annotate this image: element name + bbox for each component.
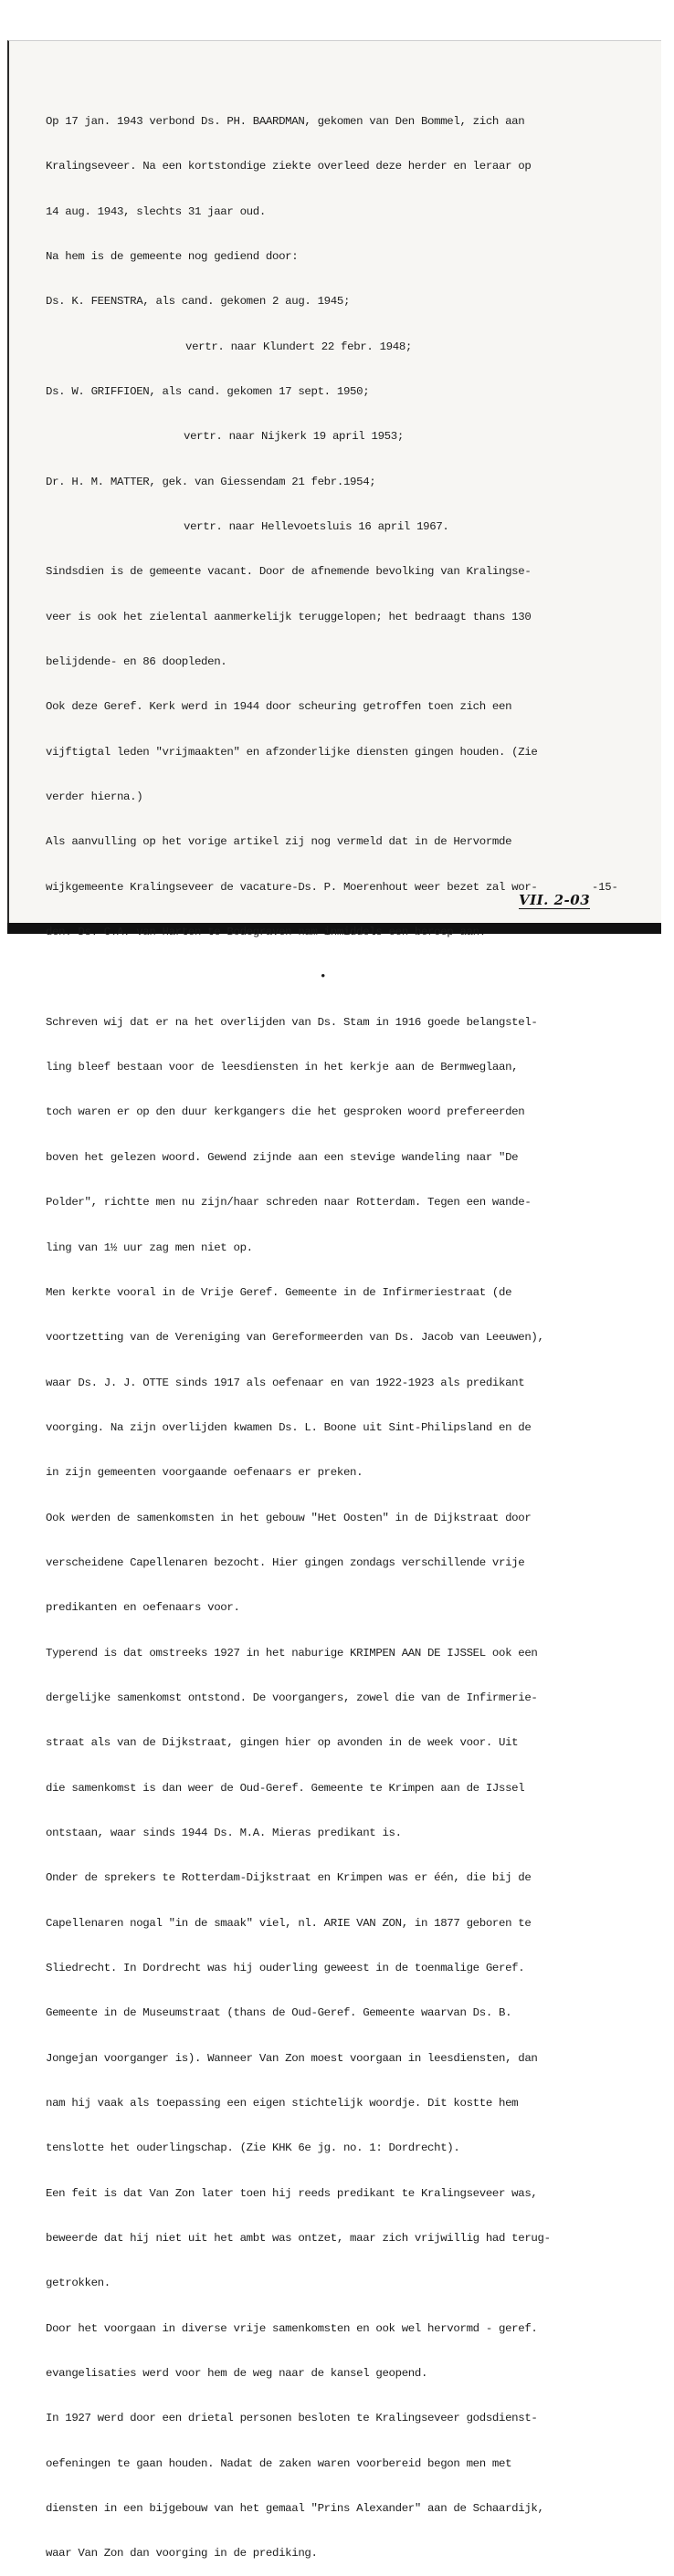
text-line: beweerde dat hij niet uit het ambt was ontzet, maar zich vrijwillig had terug-	[46, 2232, 551, 2246]
text-line: Een feit is dat Van Zon later toen hij reeds predikant te Kralingseveer was,	[46, 2186, 538, 2200]
text-line: veer is ook het zielental aanmerkelijk teruggelopen; het bedraagt thans 130	[46, 610, 532, 623]
text-line: Men kerkte vooral in de Vrije Geref. Gemeente in de Infirmeriestraat (de	[46, 1285, 512, 1299]
text-line: Jongejan voorganger is). Wanneer Van Zon moest voorgaan in leesdiensten, dan	[46, 2051, 538, 2065]
text-line: predikanten en oefenaars voor.	[46, 1601, 240, 1615]
text-line: vijftigtal leden "vrijmaakten" en afzonderlijke diensten gingen houden. (Zie	[46, 745, 538, 759]
text-line: belijdende- en 86 doopleden.	[46, 655, 227, 669]
text-line: toch waren er op den duur kerkgangers die het gesproken woord prefereerden	[46, 1105, 525, 1119]
text-line: Typerend is dat omstreeks 1927 in het naburige KRIMPEN AAN DE IJSSEL ook een	[46, 1646, 538, 1660]
text-line: Dr. H. M. MATTER, gek. van Giessendam 21 febr.1954;	[46, 475, 376, 488]
text-line: verscheidene Capellenaren bezocht. Hier gingen zondags verschillende vrije	[46, 1555, 525, 1569]
text-line: wijkgemeente Kralingseveer de vacature-Ds. P. Moerenhout weer bezet zal wor-	[46, 880, 538, 894]
text-line: ontstaan, waar sinds 1944 Ds. M.A. Mieras predikant is.	[46, 1826, 402, 1839]
text-line: Capellenaren nogal "in de smaak" viel, nl. ARIE VAN ZON, in 1877 geboren te	[46, 1916, 532, 1930]
text-line: in zijn gemeenten voorgaande oefenaars er preken.	[46, 1466, 363, 1480]
text-line: Schreven wij dat er na het overlijden van Ds. Stam in 1916 goede belangstel-	[46, 1015, 538, 1029]
text-line: Ook deze Geref. Kerk werd in 1944 door scheuring getroffen toen zich een	[46, 700, 512, 714]
text-line: Onder de sprekers te Rotterdam-Dijkstraat en Krimpen was er één, die bij de	[46, 1871, 532, 1885]
handwritten-code-mark	[519, 892, 590, 908]
text-line: Ds. K. FEENSTRA, als cand. gekomen 2 aug. 1945;	[46, 295, 351, 309]
text-line: vertr. naar Klundert 22 febr. 1948;	[185, 340, 412, 353]
text-line: straat als van de Dijkstraat, gingen hier op avonden in de week voor. Uit	[46, 1736, 519, 1750]
document-body	[46, 84, 630, 2576]
section-separator-dot: •	[320, 970, 327, 984]
text-line: Sliedrecht. In Dordrecht was hij ouderling geweest in de toenmalige Geref.	[46, 1962, 525, 1974]
text-line: In 1927 werd door een drietal personen besloten te Kralingseveer godsdienst-	[46, 2412, 538, 2425]
text-line: waar Ds. J. J. OTTE sinds 1917 als oefenaar en van 1922-1923 als predikant	[46, 1376, 525, 1389]
text-line: dergelijke samenkomst ontstond. De voorgangers, zowel die van de Infirmerie-	[46, 1691, 538, 1704]
text-line: voortzetting van de Vereniging van Gereformeerden van Ds. Jacob van Leeuwen),	[46, 1331, 544, 1345]
text-line: voorging. Na zijn overlijden kwamen Ds. L. Boone uit Sint-Philipsland en de	[46, 1420, 532, 1434]
text-line: vertr. naar Hellevoetsluis 16 april 1967.	[184, 520, 449, 533]
text-line: vertr. naar Nijkerk 19 april 1953;	[184, 430, 404, 444]
text-line: tenslotte het ouderlingschap. (Zie KHK 6e jg. no. 1: Dordrecht).	[46, 2141, 460, 2155]
text-line: Op 17 jan. 1943 verbond Ds. PH. BAARDMAN, gekomen van Den Bommel, zich aan	[46, 114, 525, 128]
text-line: den. Ds. C.A. van Harten te Bodegraven nam inmiddels een beroep aan.	[46, 926, 486, 939]
code-mark-text: VII. 2-03	[519, 892, 591, 908]
text-line: nam hij vaak als toepassing een eigen stichtelijk woordje. Dit kostte hem	[46, 2097, 519, 2110]
page-number: -15-	[592, 881, 618, 894]
text-line: Als aanvulling op het vorige artikel zij nog vermeld dat in de Hervormde	[46, 835, 512, 849]
text-line: Ds. W. GRIFFIOEN, als cand. gekomen 17 sept. 1950;	[46, 384, 370, 398]
text-line: diensten in een bijgebouw van het gemaal "Prins Alexander" aan de Schaardijk,	[46, 2502, 544, 2516]
text-line: Na hem is de gemeente nog gediend door:	[46, 249, 299, 263]
text-line: boven het gelezen woord. Gewend zijnde aan een stevige wandeling naar "De	[46, 1150, 519, 1164]
text-line: evangelisaties werd voor hem de weg naar de kansel geopend.	[46, 2367, 428, 2381]
text-line: ling van 1½ uur zag men niet op.	[46, 1241, 253, 1254]
text-line: Ook werden de samenkomsten in het gebouw "Het Oosten" in de Dijkstraat door	[46, 1511, 532, 1524]
text-line: 14 aug. 1943, slechts 31 jaar oud.	[46, 204, 266, 218]
text-line: verder hierna.)	[46, 791, 143, 804]
text-line: waar Van Zon dan voorging in de prediking.	[46, 2547, 318, 2560]
text-line: Gemeente in de Museumstraat (thans de Oud-Geref. Gemeente waarvan Ds. B.	[46, 2006, 512, 2020]
text-line: Kralingseveer. Na een kortstondige ziekte overleed deze herder en leraar op	[46, 160, 532, 173]
text-line: oefeningen te gaan houden. Nadat de zaken waren voorbereid begon men met	[46, 2456, 512, 2470]
text-line: die samenkomst is dan weer de Oud-Geref. Gemeente te Krimpen aan de IJssel	[46, 1781, 525, 1795]
text-line: Polder", richtte men nu zijn/haar schreden naar Rotterdam. Tegen een wande-	[46, 1196, 532, 1209]
text-line: ling bleef bestaan voor de leesdiensten in het kerkje aan de Bermweglaan,	[46, 1061, 519, 1074]
text-line: getrokken.	[46, 2277, 111, 2290]
text-line: Sindsdien is de gemeente vacant. Door de afnemende bevolking van Kralingse-	[46, 565, 532, 579]
text-line: Door het voorgaan in diverse vrije samenkomsten en ook wel hervormd - geref.	[46, 2321, 538, 2335]
